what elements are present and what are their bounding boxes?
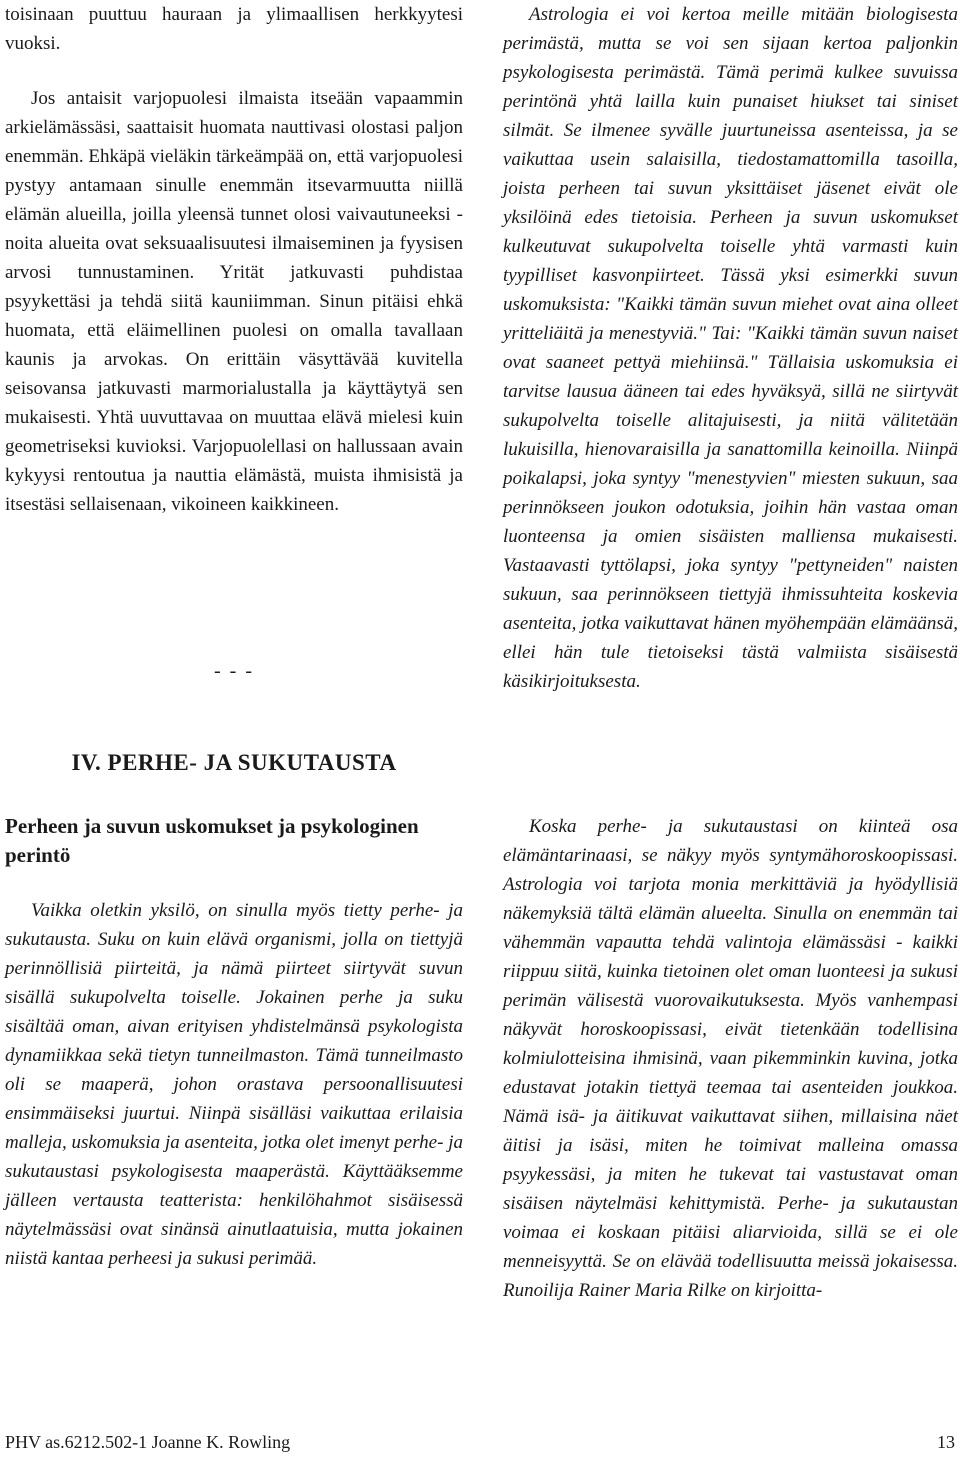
continuation-paragraph: toisinaan puuttuu hauraan ja ylimaallisen herkkyytesi vuoksi. [5,4,463,54]
footer-publication-info: PHV as.6212.502-1 Joanne K. Rowling [5,1432,291,1452]
shadow-side-paragraph: Jos antaisit varjopuolesi ilmaista itseään vapaammin arkielämässäsi, saattaisit huomata nauttivasi olostasi paljon enemmän. Ehkäpä vieläkin tärkeämpää on, että varjopuolesi pystyy antamaan sinulle enemmän itsevarmuutta niillä elämän alueilla, joilla yleensä tunnet olosi vaivautuneeksi - noita alueita ovat seksuaalisuutesi ilmaiseminen ja fyysisen arvosi tunnustaminen. Yrität jatkuvasti puhdistaa psyykettäsi ja tehdä siitä kauniimman. Sinun pitäisi ehkä huomata, että eläimellinen puolesi on omalla tavallaan kaunis ja arvokas. On erittäin väsyttävää kuvitella seisovansa jatkuvasti marmorialustalla ja käyttäytyä sen mukaisesti. Yhtä uuvuttavaa on muuttaa elävä mielesi kuin geometriseksi kuvioksi. Varjopuolellasi on hallussaan avain kykyysi rentoutua ja nauttia elämästä, muista ihmisistä ja itsestäsi sellaisenaan, vikoineen kaikkineen. [5,88,463,515]
section-separator: - - - [214,660,254,682]
chapter-heading: IV. PERHE- JA SUKUTAUSTA [71,750,397,775]
page-number: 13 [937,1432,955,1452]
page-footer [5,1432,955,1453]
family-heritage-paragraph: Vaikka oletkin yksilö, on sinulla myös tietty perhe- ja sukutausta. Suku on kuin elävä organismi, jolla on tiettyjä perinnöllisiä piirteitä, ja nämä piirteet siirtyvät suvun sisällä sukupolvelta toiselle. Jokainen perhe ja suku sisältää oman, aivan erityisen yhdistelmänsä psykologista dynamiikkaa sekä tietyn tunneilmaston. Tämä tunneilmasto oli se maaperä, johon orastava persoonallisuutesi ensimmäiseksi juurtui. Niinpä sisälläsi vaikuttaa erilaisia malleja, uskomuksia ja asenteita, jotka olet imenyt perhe- ja sukutaustasi psykologisesta maaperästä. Käyttääksemme jälleen vertausta teatterista: henkilöhahmot sisäisessä näytelmässäsi ovat sinänsä ainutlaatuisia, mutta jokainen niistä kantaa perheesi ja sukusi perimää. [5,900,463,1269]
horoscope-family-paragraph: Koska perhe- ja sukutaustasi on kiinteä osa elämäntarinaasi, se näkyy myös syntymähoroskoopissasi. Astrologia voi tarjota monia merkittäviä ja hyödyllisiä näkemyksiä tältä elämän alueelta. Sinulla on enemmän tai vähemmän vapautta tehdä valintoja elämässäsi - kaikki riippuu siitä, kuinka tietoinen olet oman luonteesi ja sukusi perimän välisestä vuorovaikutuksesta. Myös vanhempasi näkyvät horoskoopissasi, eivät tietenkään todellisina kolmiulotteisina ihmisinä, vaan pikemminkin kuvina, jotka edustavat jotakin tiettyä teemaa tai asenteiden joukkoa. Nämä isä- ja äitikuvat vaikuttavat siihen, millaisina näet äitisi ja isäsi, miten he toimivat malleina omassa psyykessäsi, ja miten he tukevat tai vastustavat oman sisäisen näytelmäsi kehittymistä. Perhe- ja sukutaustan voimaa ei koskaan pitäisi aliarvioida, sillä se ei ole menneisyyttä. Se on elävää todellisuutta meissä jokaisessa. Runoilija Rainer Maria Rilke on kirjoitta- [503,816,958,1301]
psychological-heritage-paragraph: Astrologia ei voi kertoa meille mitään biologisesta perimästä, mutta se voi sen sijaan kertoa paljonkin psykologisesta perimästä. Tämä perimä kulkee suvuissa perintönä yhtä lailla kuin punaiset hiukset tai siniset silmät. Se ilmenee syvälle juurtuneissa asenteissa, ja se vaikuttaa usein salaisilla, tiedostamattomilla tasoilla, joista perheen tai suvun yksittäiset jäsenet eivät ole yksilöinä edes tietoisia. Perheen ja suvun uskomukset kulkeutuvat sukupolvelta toiselle yhtä varmasti kuin tyypilliset kasvonpiirteet. Tässä yksi esimerkki suvun uskomuksista: "Kaikki tämän suvun miehet ovat aina olleet yritteliäitä ja menestyviä." Tai: "Kaikki tämän suvun naiset ovat saaneet pettyä miehiinsä." Tällaisia uskomuksia ei tarvitse lausua ääneen tai edes hyväksyä, sillä ne siirtyvät sukupolvelta toiselle alitajuisesti, ja niitä välitetään lukuisilla, hienovaraisilla ja sanattomilla keinoilla. Niinpä poikalapsi, joka syntyy "menestyvien" miesten sukuun, saa perinnökseen joukon odotuksia, joihin hän vastaa oman luonteensa ja omien sisäisten malliensa mukaisesti. Vastaavasti tyttölapsi, joka syntyy "pettyneiden" naisten sukuun, saa perinnökseen tiettyjä ihmissuhteita koskevia asenteita, jotka vaikuttavat hänen myöhempään elämäänsä, ellei hän tule tietoiseksi tästä valmiista sisäisestä käsikirjoituksesta. [503,4,958,692]
section-title: Perheen ja suvun uskomukset ja psykologinen perintö [5,814,419,867]
